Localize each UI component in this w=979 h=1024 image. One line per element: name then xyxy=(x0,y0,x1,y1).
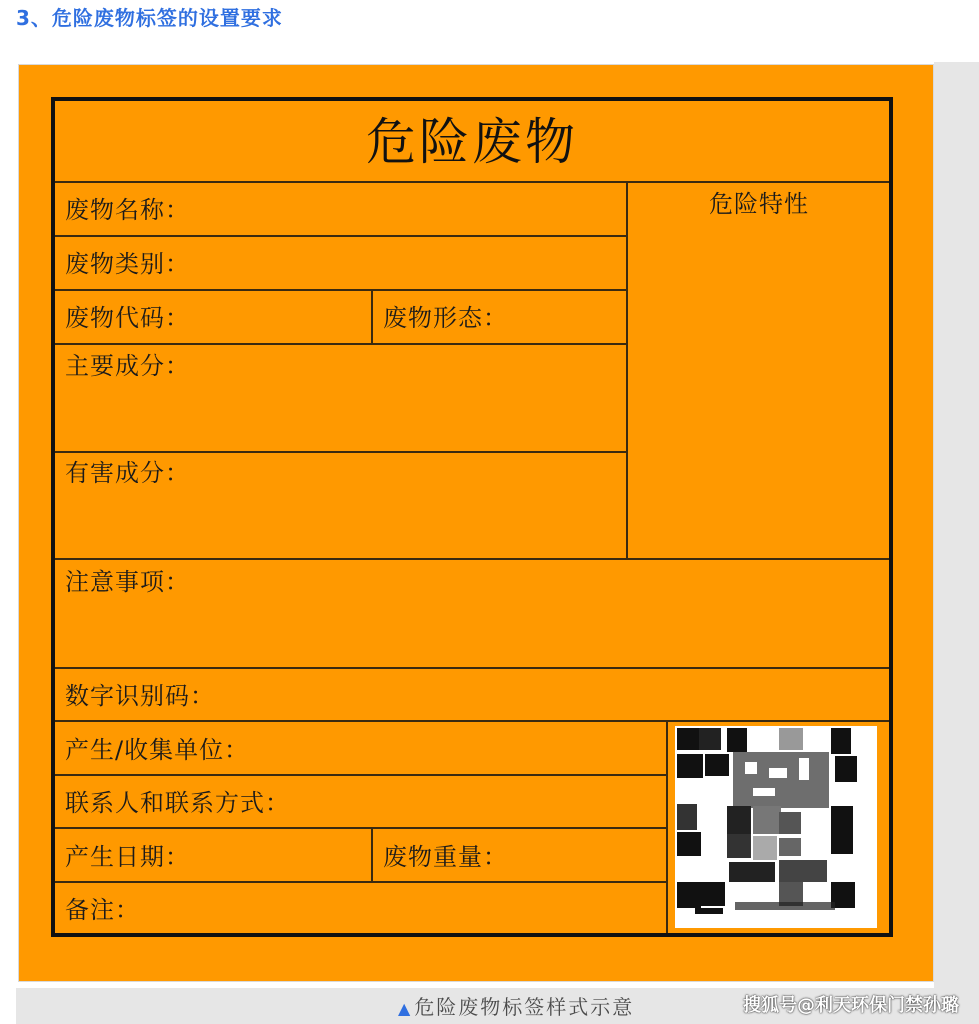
side-strip xyxy=(934,62,979,1024)
divider-date-weight xyxy=(371,827,373,881)
divider-row-precautions xyxy=(55,667,889,669)
triangle-up-icon: ▲ xyxy=(398,999,413,1018)
field-waste-category: 废物类别： xyxy=(65,250,190,278)
field-producer: 产生/收集单位： xyxy=(65,736,250,764)
field-hazard-property: 危险特性 xyxy=(709,190,809,218)
image-caption xyxy=(398,993,634,1021)
field-waste-name: 废物名称： xyxy=(65,196,190,224)
field-main-components: 主要成分： xyxy=(65,352,190,380)
section-heading: 3、危险废物标签的设置要求 xyxy=(16,6,283,30)
field-waste-weight: 废物重量： xyxy=(383,843,508,871)
divider-right-column xyxy=(626,181,628,560)
divider-row-digital xyxy=(55,720,889,722)
divider-row-harmful xyxy=(55,558,889,560)
field-harmful-components: 有害成分： xyxy=(65,459,190,487)
label-title: 危险废物 xyxy=(366,113,578,171)
field-digital-id: 数字识别码： xyxy=(65,682,215,710)
hazardous-waste-label xyxy=(51,97,893,937)
field-remarks: 备注： xyxy=(65,896,140,924)
qr-code-icon xyxy=(675,726,877,928)
divider-row-date xyxy=(55,881,667,883)
field-waste-code: 废物代码： xyxy=(65,304,190,332)
divider-row-producer xyxy=(55,774,667,776)
field-production-date: 产生日期： xyxy=(65,843,190,871)
divider-row-category xyxy=(55,289,627,291)
field-contact: 联系人和联系方式： xyxy=(65,789,290,817)
field-precautions: 注意事项： xyxy=(65,568,190,596)
watermark: 搜狐号@利天环保门禁孙璐 xyxy=(743,995,959,1016)
divider-row-name xyxy=(55,235,627,237)
divider-code-form xyxy=(371,289,373,343)
caption-text: 危险废物标签样式示意 xyxy=(414,995,635,1019)
field-waste-form: 废物形态： xyxy=(383,304,508,332)
divider-row-main xyxy=(55,451,627,453)
divider-row-contact xyxy=(55,827,667,829)
divider-row-code xyxy=(55,343,627,345)
